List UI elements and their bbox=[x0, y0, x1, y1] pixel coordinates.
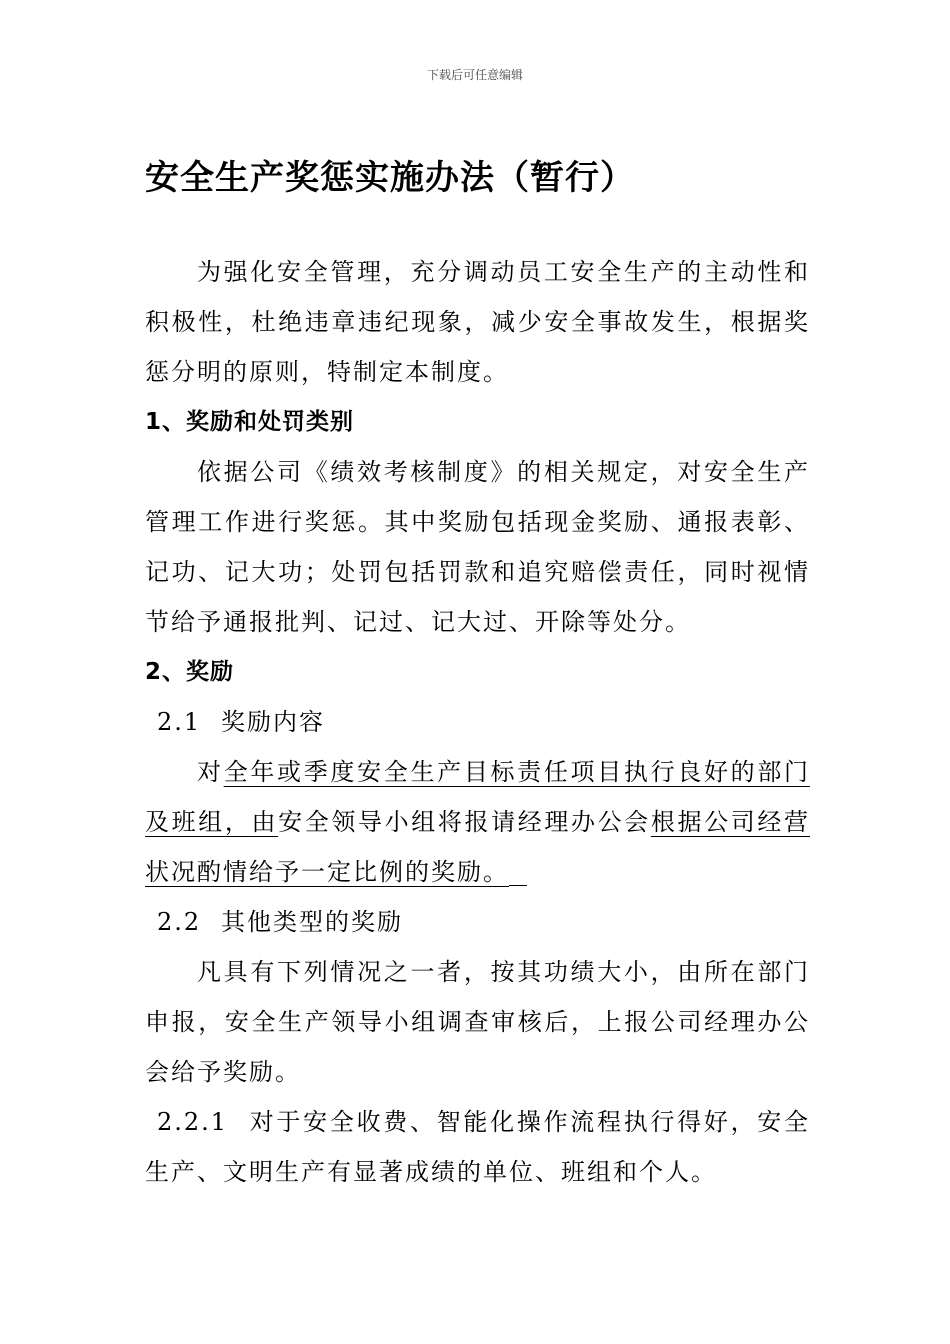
section-1-paragraph: 依据公司《绩效考核制度》的相关规定，对安全生产管理工作进行奖惩。其中奖励包括现金奖励、通报表彰、记功、记大功；处罚包括罚款和追究赔偿责任，同时视情节给予通报批判、记过、记大过、开除等处分。 bbox=[145, 458, 810, 636]
header-note: 下载后可任意编辑 bbox=[426, 68, 523, 82]
subsection-title: 奖励内容 bbox=[221, 708, 325, 736]
subsection-2-1-heading bbox=[145, 697, 810, 747]
underlined-text: 根据公司经营状况酌情给予一定比例的奖励。 bbox=[145, 808, 810, 886]
section-1-heading: 1、奖励和处罚类别 bbox=[145, 409, 355, 435]
subsection-2-2-1-paragraph bbox=[145, 1097, 810, 1197]
subsection-2-2-heading bbox=[145, 897, 810, 947]
subsection-number: 2.2 bbox=[157, 908, 202, 936]
underlined-text: 全年或季度安全生产目标责任项目执行良好的部门及班组，由 bbox=[145, 758, 811, 836]
intro-paragraph: 为强化安全管理，充分调动员工安全生产的主动性和积极性，杜绝违章违纪现象，减少安全事故发生，根据奖惩分明的原则，特制定本制度。 bbox=[145, 258, 810, 386]
subsection-title: 其他类型的奖励 bbox=[221, 908, 403, 936]
paragraph-text: 安全领导小组将报请经理办公会 bbox=[278, 808, 651, 836]
subsection-2-1-paragraph bbox=[145, 747, 810, 897]
section-2-heading: 2、奖励 bbox=[145, 659, 235, 685]
underline-tail bbox=[509, 884, 527, 886]
document-title: 安全生产奖惩实施办法（暂行） bbox=[145, 158, 635, 198]
subsection-number: 2.1 bbox=[157, 708, 202, 736]
paragraph-text: 对于安全收费、智能化操作流程执行得好，安全生产、文明生产有显著成绩的单位、班组和个人。 bbox=[145, 1108, 810, 1186]
subsection-number: 2.2.1 bbox=[157, 1108, 229, 1136]
paragraph-text: 对 bbox=[197, 758, 224, 786]
subsection-2-2-1-heading bbox=[145, 1108, 249, 1136]
subsection-2-2-paragraph: 凡具有下列情况之一者，按其功绩大小，由所在部门申报，安全生产领导小组调查审核后，上报公司经理办公会给予奖励。 bbox=[145, 958, 810, 1086]
document-body bbox=[145, 247, 810, 1197]
